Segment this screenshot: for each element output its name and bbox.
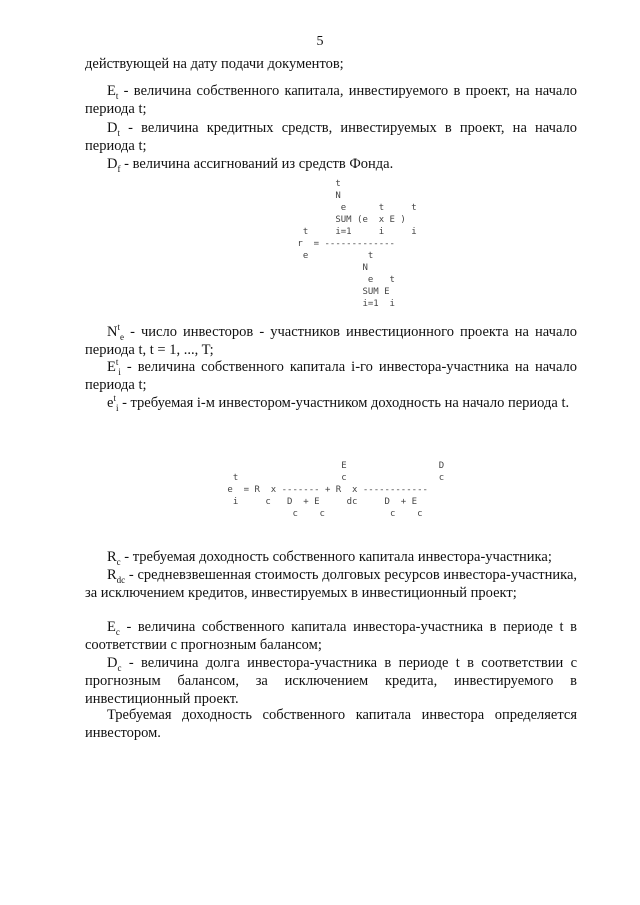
- def-investor-count: [85, 323, 577, 359]
- def-equity-invested: [85, 82, 577, 118]
- def-text: - величина собственного капитала, инвестируемого в проект, на начало периода t;: [85, 83, 577, 117]
- def-text: - средневзвешенная стоимость долговых ресурсов инвестора-участника, за исключением кредитов, инвестируемых в инвестиционный проект;: [85, 567, 577, 601]
- symbol-e: E: [107, 83, 116, 99]
- symbol-d: D: [107, 655, 118, 671]
- symbol-e: E: [107, 619, 116, 635]
- subscript: t: [117, 127, 120, 138]
- symbol-d: D: [107, 120, 118, 136]
- def-debt-forecast: [85, 654, 577, 708]
- intro-continuation: действующей на дату подачи документов;: [85, 56, 344, 72]
- def-required-equity-return: [85, 548, 577, 566]
- closing-paragraph: Требуемая доходность собственного капитала инвестора определяется инвестором.: [85, 707, 577, 741]
- subscript: c: [117, 662, 122, 673]
- def-text: - величина ассигнований из средств Фонда.: [120, 156, 394, 172]
- superscript: t: [115, 357, 119, 368]
- symbol-r: R: [107, 567, 117, 583]
- superscript: t: [113, 393, 116, 404]
- symbol-r: R: [107, 549, 117, 565]
- symbol-n: N: [107, 324, 118, 340]
- subscript: f: [117, 163, 121, 174]
- superscript: t: [117, 322, 120, 333]
- def-text: - требуемая доходность собственного капитала инвестора-участника;: [120, 549, 552, 565]
- def-text: - величина долга инвестора-участника в периоде t в соответствии с прогнозным балансом, за исключением кредита, инвестируемого в инвестиционный проект.: [85, 655, 577, 707]
- subscript: dc: [116, 574, 126, 585]
- def-investor-return: [85, 394, 577, 412]
- def-text: - величина собственного капитала i-го инвестора-участника на начало периода t;: [85, 359, 577, 393]
- def-debt-cost: [85, 566, 577, 602]
- def-text: - число инвесторов - участников инвестиционного проекта на начало периода t, t = 1, ..., T;: [85, 324, 577, 358]
- symbol-e: E: [107, 359, 116, 375]
- def-fund-allocation: [85, 155, 577, 173]
- def-text: - величина кредитных средств, инвестируемых в проект, на начало периода t;: [85, 120, 577, 154]
- def-text: - требуемая i-м инвестором-участником доходность на начало периода t.: [118, 395, 570, 411]
- def-credit-invested: [85, 119, 577, 155]
- subscript: t: [115, 90, 119, 101]
- def-text: - величина собственного капитала инвестора-участника в периоде t в соответствии с прогнозным балансом;: [85, 619, 577, 653]
- subscript: e: [120, 331, 124, 342]
- subscript: c: [115, 626, 120, 637]
- subscript: i: [115, 402, 119, 413]
- symbol-e-lower: e: [107, 395, 114, 411]
- subscript: c: [116, 556, 121, 567]
- symbol-d: D: [107, 156, 118, 172]
- def-equity-forecast: [85, 618, 577, 654]
- formula-weighted-return: t N e t t SUM (e x E ) t i=1 i i r = ------------- e t N e t SUM E i=1 i: [297, 179, 417, 309]
- page-number: 5: [316, 34, 324, 49]
- def-investor-equity: [85, 358, 577, 394]
- formula-required-return: E D t c c e = R x ------- + R x ------------ i c D + E dc D + E c c c c: [227, 461, 445, 519]
- subscript: i: [118, 366, 121, 377]
